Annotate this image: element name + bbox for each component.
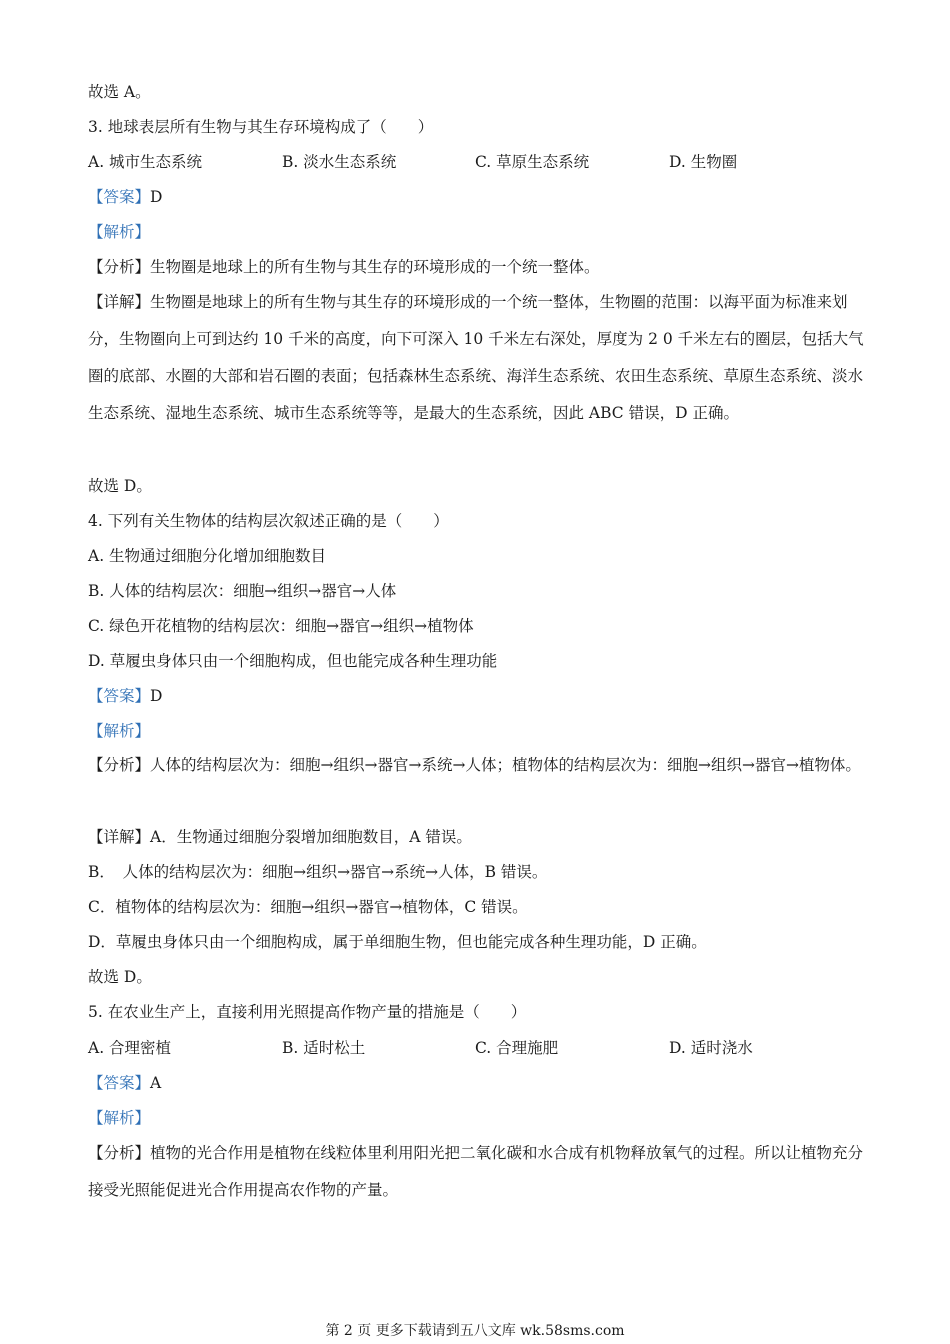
answer-value: D <box>150 687 163 705</box>
q5-option-d: D. 适时浇水 <box>669 1039 753 1057</box>
fenxi-text: 植物的光合作用是植物在线粒体里利用阳光把二氧化碳和水合成有机物释放氧气的过程。所以让植物充分接受光照能促进光合作用提高农作物的产量。 <box>88 1144 864 1199</box>
q3-conclusion: 故选 D。 <box>88 477 152 495</box>
xiangjie-text: 生物圈是地球上的所有生物与其生存的环境形成的一个统一整体，生物圈的范围：以海平面为标准来划分，生物圈向上可到达约 10 千米的高度，向下可深入 10 千米左右深处，厚度为 2 0 千米左右的圈层，包括大气圈的底部、水圈的大部和岩石圈的表面；包括森林生态系统、海洋生态系统、农田生态系统、草原生态系统、淡水生态系统、湿地生态系统、城市生态系统等等，是最大的生态系统，因此 ABC 错误，D 正确。 <box>88 293 864 422</box>
q4-detail-b: B． 人体的结构层次为：细胞→组织→器官→系统→人体，B 错误。 <box>88 863 548 881</box>
q3-answer <box>88 187 162 207</box>
fenxi-tag: 【分析】 <box>88 756 151 774</box>
fenxi-tag: 【分析】 <box>88 1144 151 1162</box>
q4-option-d: D. 草履虫身体只由一个细胞构成，但也能完成各种生理功能 <box>88 652 498 670</box>
xiangjie-text: A．生物通过细胞分裂增加细胞数目，A 错误。 <box>150 828 472 846</box>
q4-option-b: B. 人体的结构层次：细胞→组织→器官→人体 <box>88 582 397 600</box>
q5-fenxi <box>88 1135 864 1209</box>
answer-tag: 【答案】 <box>88 1074 151 1092</box>
fenxi-text: 人体的结构层次为：细胞→组织→器官→系统→人体；植物体的结构层次为：细胞→组织→器官→植物体。 <box>150 756 861 774</box>
conclusion-line: 故选 A。 <box>88 83 151 101</box>
q5-option-c: C. 合理施肥 <box>475 1039 559 1057</box>
q4-conclusion: 故选 D。 <box>88 968 152 986</box>
q4-detail-c: C．植物体的结构层次为：细胞→组织→器官→植物体，C 错误。 <box>88 898 528 916</box>
q5-answer <box>88 1073 161 1093</box>
q4-xiangjie <box>88 827 472 847</box>
q3-analysis-tag: 【解析】 <box>88 223 151 241</box>
xiangjie-tag: 【详解】 <box>88 293 151 311</box>
q4-option-a: A. 生物通过细胞分化增加细胞数目 <box>88 547 327 565</box>
q3-option-d: D. 生物圈 <box>669 153 738 171</box>
q5-option-a: A. 合理密植 <box>88 1039 172 1057</box>
answer-tag: 【答案】 <box>88 188 151 206</box>
answer-tag: 【答案】 <box>88 687 151 705</box>
answer-value: D <box>150 188 163 206</box>
fenxi-tag: 【分析】 <box>88 258 151 276</box>
q4-option-c: C. 绿色开花植物的结构层次：细胞→器官→组织→植物体 <box>88 617 474 635</box>
page-footer: 第 2 页 更多下载请到五八文库 wk.58sms.com <box>325 1323 625 1339</box>
xiangjie-tag: 【详解】 <box>88 828 151 846</box>
q3-fenxi <box>88 257 600 277</box>
q5-option-b: B. 适时松土 <box>282 1039 366 1057</box>
q3-option-b: B. 淡水生态系统 <box>282 153 397 171</box>
q3-xiangjie <box>88 284 864 432</box>
q4-detail-d: D．草履虫身体只由一个细胞构成，属于单细胞生物，但也能完成各种生理功能，D 正确。 <box>88 933 707 951</box>
question-4: 4. 下列有关生物体的结构层次叙述正确的是（ ） <box>88 512 449 530</box>
q4-fenxi <box>88 747 864 784</box>
question-5: 5. 在农业生产上，直接利用光照提高作物产量的措施是（ ） <box>88 1003 527 1021</box>
q4-analysis-tag: 【解析】 <box>88 722 151 740</box>
fenxi-text: 生物圈是地球上的所有生物与其生存的环境形成的一个统一整体。 <box>150 258 600 276</box>
answer-value: A <box>150 1074 162 1092</box>
q3-option-a: A. 城市生态系统 <box>88 153 203 171</box>
q4-answer <box>88 686 162 706</box>
q3-option-c: C. 草原生态系统 <box>475 153 590 171</box>
q5-analysis-tag: 【解析】 <box>88 1109 151 1127</box>
question-3: 3. 地球表层所有生物与其生存环境构成了（ ） <box>88 118 434 136</box>
